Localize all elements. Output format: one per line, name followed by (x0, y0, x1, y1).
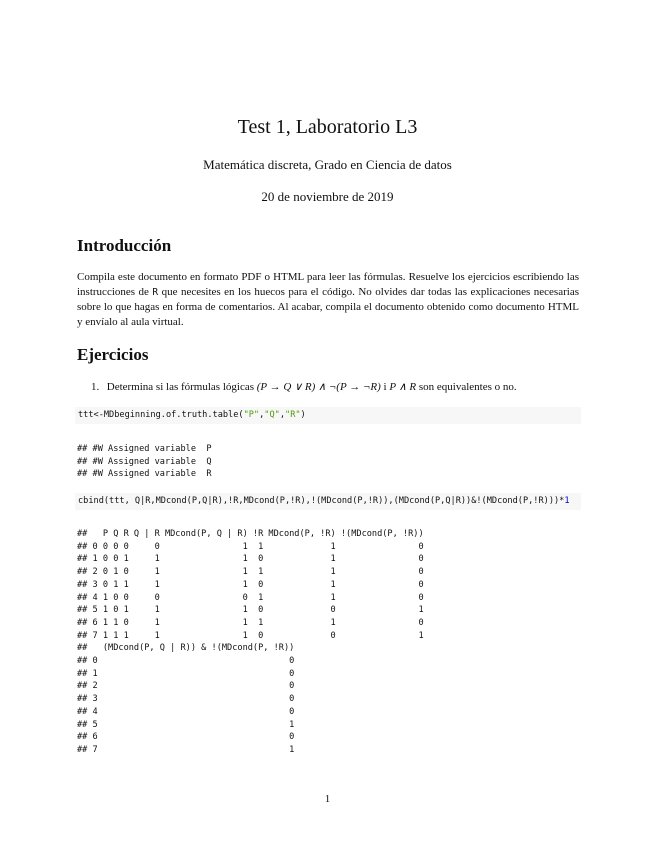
table-row: ## 3 0 (77, 694, 295, 705)
exercise-number: 1. (91, 381, 100, 393)
code-suffix: ) (300, 410, 306, 420)
code-string-p: "P" (243, 410, 260, 420)
code-sep-2: , (279, 410, 286, 420)
exercise-text-after: son equivalentes o no. (416, 381, 517, 393)
code-cbind-call: cbind(ttt, Q|R,MDcond(P,Q|R),!R,MDcond(P,!R),!(MDcond(P,!R)),(MDcond(P,Q|R))&!(MDcond(P,!R)))* (78, 496, 565, 506)
output-block-2 (77, 528, 424, 757)
intro-paragraph (77, 270, 579, 330)
output-block-1 (77, 443, 212, 481)
exercise-item-1 (91, 380, 581, 393)
code-prefix: ttt<-MDbeginning.of.truth.table( (78, 410, 244, 420)
document-date: 20 de noviembre de 2019 (261, 189, 394, 204)
code-chunk-2 (75, 493, 581, 510)
code-chunk-1 (75, 407, 581, 424)
table-header-line: ## (MDcond(P, Q | R)) & !(MDcond(P, !R)) (77, 643, 295, 654)
exercise-text-before: Determina si las fórmulas lógicas (106, 381, 257, 393)
table-row: ## 1 0 0 1 1 1 0 1 0 (77, 554, 424, 565)
exercises-heading: Ejercicios (77, 345, 149, 364)
r-language-word: R (152, 287, 159, 298)
table-row: ## 5 1 (77, 719, 295, 730)
table-row: ## 4 1 0 0 0 0 1 1 0 (77, 592, 424, 603)
table-row: ## 6 0 (77, 732, 295, 743)
table-row: ## 6 1 1 0 1 1 1 1 0 (77, 617, 424, 628)
document-title: Test 1, Laboratorio L3 (237, 116, 418, 138)
table-header-line: ## P Q R Q | R MDcond(P, Q | R) !R MDcond(P, !R) !(MDcond(P, !R)) (77, 529, 424, 539)
formula-2: P ∧ R (389, 381, 417, 393)
table-row: ## 3 0 1 1 1 1 0 1 0 (77, 579, 424, 590)
code-number-literal: 1 (564, 496, 570, 506)
document-subtitle: Matemática discreta, Grado en Ciencia de datos (203, 157, 452, 172)
table-row: ## 2 0 (77, 681, 295, 692)
page-number: 1 (324, 793, 331, 805)
formula-1: (P → Q ∨ R) ∧ ¬(P → ¬R) (256, 381, 381, 393)
code-sep-1: , (259, 410, 265, 420)
intro-heading: Introducción (77, 236, 172, 255)
table-row: ## 0 0 (77, 656, 295, 667)
table-row: ## 4 0 (77, 706, 295, 717)
output-line: ## #W Assigned variable P (77, 444, 212, 454)
intro-text-part1: Compila este documento en formato PDF o HTML para leer las fórmulas. Resuelve los ejercicios escribiendo las instrucciones de (77, 271, 579, 298)
table-row: ## 7 1 (77, 744, 295, 755)
code-string-q: "Q" (264, 410, 280, 420)
intro-text-part2: que necesites en los huecos para el código. No olvides dar todas las explicaciones necesarias sobre lo que hagas en forma de comentarios. Al acabar, compila el documento obtenido como documento HTML y envíalo al aula virtual. (77, 286, 579, 328)
exercise-text-middle: i (380, 381, 390, 393)
code-string-r: "R" (285, 410, 301, 420)
table-row: ## 1 0 (77, 668, 295, 679)
table-row: ## 2 0 1 0 1 1 1 1 0 (77, 567, 424, 578)
table-row: ## 7 1 1 1 1 1 0 0 1 (77, 630, 424, 641)
output-line: ## #W Assigned variable R (77, 469, 212, 480)
table-row: ## 0 0 0 0 0 1 1 1 0 (77, 541, 424, 552)
output-line: ## #W Assigned variable Q (77, 456, 212, 467)
table-row: ## 5 1 0 1 1 1 0 0 1 (77, 605, 424, 616)
